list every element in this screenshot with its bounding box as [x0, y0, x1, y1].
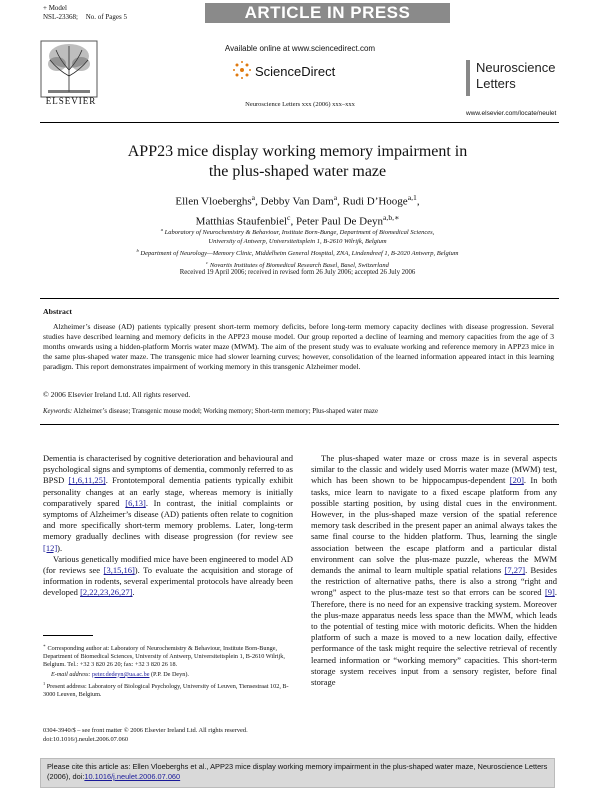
model-label: + Model: [43, 4, 67, 12]
body-column-left: [43, 453, 293, 599]
keywords-label: Keywords:: [43, 408, 73, 415]
author-name: , Peter Paul De Deyn: [290, 215, 383, 228]
body-text: The plus-shaped water maze or cross maze is in several aspects similar to the classic and widely used Morris water maze (MWM) test, which has been shown to be hippocampus-dependent: [311, 453, 557, 486]
journal-title-line1: Neuroscience: [476, 60, 556, 75]
citation-box: [40, 758, 555, 788]
footnote-symbol: 1: [43, 680, 46, 686]
body-text: .: [132, 587, 135, 598]
citation-link[interactable]: [6,13]: [125, 497, 146, 508]
body-text: ).: [57, 542, 63, 553]
author-affil-sup: a: [333, 193, 338, 202]
body-column-right: [311, 453, 557, 688]
abstract-bottom-rule: [40, 424, 559, 425]
body-text: Various genetically modified mice have been engineered to model AD (for reviews see: [43, 553, 293, 576]
affiliation-b: Department of Neurology—Memory Clinic, Middelheim General Hospital, ZNA, Lindendreef 1, B-2020 Antwerp, Belgium: [140, 250, 459, 258]
elsevier-tree-logo: [40, 40, 98, 98]
body-paragraph: [43, 554, 293, 599]
keywords: [43, 408, 554, 415]
affiliations: [70, 225, 525, 270]
footnotes: [43, 642, 295, 700]
citation-link[interactable]: [7,27]: [504, 565, 526, 576]
author-list: [60, 190, 535, 229]
article-title-line2: the plus-shaped water maze: [208, 163, 387, 180]
issn-line: 0304-3940/$ – see front matter © 2006 Elsevier Ireland Ltd. All rights reserved.: [43, 727, 248, 734]
citation-link[interactable]: [3,15,16]: [103, 565, 135, 576]
publisher-name: ELSEVIER: [45, 96, 97, 106]
citation-doi-link[interactable]: 10.1016/j.neulet.2006.07.060: [84, 772, 181, 781]
footnote-text: Present address: Laboratory of Biological Psychology, University of Leuven, Tiensestraat 102, B-3000 Leuven, Belgium.: [43, 682, 289, 699]
affil-sup: c: [206, 260, 209, 266]
citation-link[interactable]: [1,6,11,25]: [68, 475, 106, 486]
author-name: Matthias Staufenbiel: [195, 215, 288, 228]
citation-link[interactable]: [2,22,23,26,27]: [80, 587, 133, 598]
abstract-top-rule: [40, 298, 559, 299]
affiliation-a: Laboratory of Neurochemistry & Behaviour, Institute Born-Bunge, Department of Biomedical Sciences,: [164, 229, 435, 237]
journal-title: [476, 60, 556, 92]
manuscript-number: NSL-23368;: [43, 13, 78, 21]
affil-sup: b: [136, 248, 139, 254]
footnote-symbol: ∗: [43, 643, 46, 648]
manuscript-id: [43, 13, 127, 21]
page-count: No. of Pages 5: [85, 13, 127, 21]
abstract-heading: Abstract: [43, 307, 73, 316]
body-text: . Therefore, there is no need for an expensive tracking system. Moreover the plus-maze apparatus needs less space than the MWM, which leads to the potential of testing mice with motoric deficits. When the hidden platform of such a maze is moved to a new location daily, effective performance of the task might require the selective retrieval of recently learned information or “working memory” capacities. This short-term storage system receives input from a sensory register, before final storage: [311, 587, 557, 688]
author-sep: ,: [416, 195, 420, 208]
author-affil-sup: c: [287, 212, 291, 222]
body-text: . In contrast, the initial complaints or symptoms of Alzheimer’s disease (AD) patients often relate to cognition and more specifically short-term memory problems. Later, long-term memory gradually declines with disease progression (for review see: [43, 497, 293, 542]
abstract-copyright: © 2006 Elsevier Ireland Ltd. All rights reserved.: [43, 390, 191, 399]
footnote-corresponding: [43, 642, 295, 670]
author-name: Ellen Vloeberghs: [175, 195, 252, 208]
footnote-text: (P.P. De Deyn).: [149, 670, 189, 678]
affiliation-a-line2: University of Antwerp, Universiteitsplein 1, B-2610 Wilrijk, Belgium: [208, 238, 387, 246]
journal-title-bar: [466, 60, 470, 96]
footnote-rule: [43, 635, 93, 636]
body-text: Dementia is characterised by cognitive deterioration and behavioural and psychological signs and symptoms of dementia, commonly referred to as BPSD: [43, 453, 293, 486]
email-label: E-mail address:: [51, 670, 91, 678]
email-link[interactable]: peter.dedeyn@ua.ac.be: [92, 670, 150, 678]
author-affil-sup: a: [251, 193, 256, 202]
issn-doi: [43, 727, 343, 744]
affiliation-c: Novartis Institutes of Biomedical Research Basel, Basel, Switzerland: [209, 262, 389, 270]
doi-line[interactable]: doi:10.1016/j.neulet.2006.07.060: [43, 735, 129, 743]
body-text: . Besides the restriction of alternative paths, there is also a strong “right and wrong” aspect to the plus-maze test so that errors can be scored: [311, 565, 557, 598]
author-affil-sup: a,1: [407, 193, 417, 202]
affil-sup: a: [160, 227, 163, 232]
citation-link[interactable]: [12]: [43, 542, 58, 553]
article-title-line1: APP23 mice display working memory impairment in: [127, 143, 468, 160]
body-text: . Frontotemporal dementia patients typically exhibit personality changes at an early stage, whereas memory is initially comparatively spared: [43, 475, 293, 508]
header-rule: [40, 122, 559, 123]
citation-link[interactable]: [20]: [509, 475, 524, 486]
citation-link[interactable]: [9]: [544, 587, 555, 598]
sciencedirect-wordmark: ScienceDirect: [255, 64, 336, 79]
journal-title-line2: Letters: [476, 76, 516, 91]
author-name: , Debby Van Dam: [255, 195, 334, 208]
footnote-email: [43, 671, 295, 679]
article-title: [60, 142, 535, 182]
citation-text: Please cite this article as: Ellen Vloeberghs et al., APP23 mice display working memory impairment in the plus-shaped water maze, Neuroscience Letters (2006), doi:: [47, 762, 548, 781]
body-paragraph: [43, 453, 293, 554]
footnote-present-address: [43, 680, 295, 699]
body-text: ). To evaluate the acquisition and storage of information in rodents, several experimental protocols have already been developed: [43, 565, 293, 598]
body-text: . In both tasks, mice learn to navigate to a fixed escape platform from any possible starting position, by using distal cues in the environment. However, in the plus-shaped maze version of the spatial reference memory task described in the present paper an animal always takes the same final course to the hidden platform. Thus, learning the single association between the escape platform and a particular distal environment can solve the plus-maze puzzle, whereas the MWM demands the animal to learn multiple spatial relations: [311, 475, 557, 576]
abstract-body: Alzheimer’s disease (AD) patients typically present short-term memory deficits, before long-term memory capacity declines with disease progression. Several studies have described learning and memory deficits in the APP23 mouse model. Our group reported a decline of learning and memory capacities from the age of 3 months onwards using a hidden-platform Morris water maze (MWM). The aim of the present study was to evaluate working and reference memory in APP23 mice in the same plus-shaped water maze. The transgenic mice had slower learning curves; however, consolidation of the learned information appeared intact in this learning paradigm. This report demonstrates impairment of working memory in this transgenic Alzheimer model.: [43, 322, 554, 371]
footnote-text: Corresponding author at: Laboratory of Neurochemistry & Behaviour, Institute Born-Bunge, Department of Biomedical Sciences, University of Antwerp, Universiteitsplein 1, B-2610 Wilrijk, Belgium. Tel.: +32 3 820 26 20; fax: +32 3 820 26 18.: [43, 645, 285, 669]
sciencedirect-icon: [232, 60, 252, 85]
journal-reference: Neuroscience Letters xxx (2006) xxx–xxx: [245, 101, 355, 108]
article-in-press-banner: ARTICLE IN PRESS: [205, 3, 450, 23]
author-name: , Rudi D’Hooge: [337, 195, 408, 208]
received-dates: Received 19 April 2006; received in revised form 26 July 2006; accepted 26 July 2006: [179, 269, 416, 276]
body-paragraph: [311, 453, 557, 688]
available-online-text: Available online at www.sciencedirect.com: [224, 44, 376, 53]
author-affil-sup: a,b,∗: [383, 212, 400, 222]
keywords-list: Alzheimer’s disease; Transgenic mouse model; Working memory; Short-term memory; Plus-shaped water maze: [73, 408, 378, 415]
journal-url[interactable]: www.elsevier.com/locate/neulet: [466, 110, 557, 117]
